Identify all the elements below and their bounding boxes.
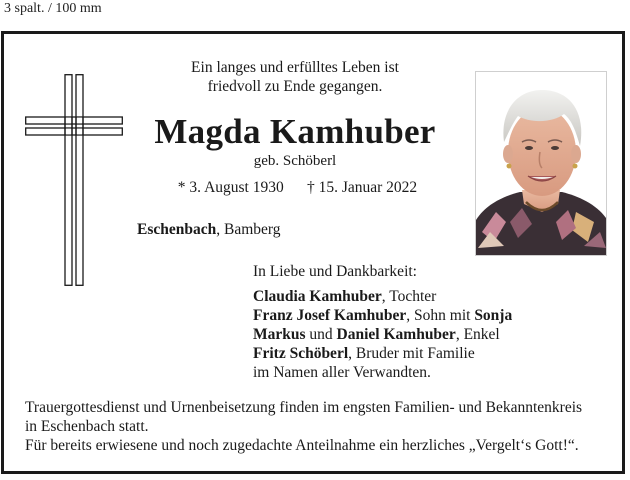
intro-line-2: friedvoll zu Ende gegangen.	[207, 78, 383, 95]
mourners-heading: In Liebe und Dankbarkeit:	[253, 263, 417, 280]
mourner-list	[253, 287, 512, 382]
residence-region: , Bamberg	[216, 221, 281, 238]
funeral-notice	[25, 398, 610, 455]
notice-line-1: Trauergottesdienst und Urnenbeisetzung finden im engsten Familien- und Bekanntenkreis	[25, 399, 583, 416]
deceased-name: Magda Kamhuber	[154, 112, 436, 151]
notice-line-2: in Eschenbach statt.	[25, 418, 149, 435]
mourner-line	[253, 344, 512, 363]
notice-line-3: Für bereits erwiesene und noch zugedachte Anteilnahme ein herzliches „Vergelt‘s Gott!“.	[25, 437, 579, 454]
mourner-relation: , Tochter	[381, 288, 437, 305]
mourner-line	[253, 363, 512, 382]
mourners-block	[253, 262, 512, 382]
mourner-line	[253, 325, 512, 344]
mourner-line	[253, 306, 512, 325]
mourner-name: Fritz Schöberl	[253, 345, 349, 362]
birth-name: geb. Schöberl	[253, 153, 337, 169]
portrait-photo	[475, 71, 607, 256]
life-dates	[150, 178, 445, 197]
mourner-relation: und	[305, 326, 337, 343]
residence	[137, 220, 281, 239]
mourner-relation: , Enkel	[455, 326, 500, 343]
mourner-name: Franz Josef Kamhuber	[253, 307, 407, 324]
residence-town: Eschenbach	[137, 221, 217, 238]
birth-date: * 3. August 1930	[177, 179, 284, 196]
mourner-name: Claudia Kamhuber	[253, 288, 382, 305]
mourner-name: Markus	[253, 326, 306, 343]
intro-line-1: Ein langes und erfülltes Leben ist	[191, 59, 399, 76]
mourner-relation: , Bruder mit Familie	[348, 345, 475, 362]
death-date: † 15. Januar 2022	[306, 179, 418, 196]
mourner-name: Sonja	[474, 307, 513, 324]
mourner-relation: , Sohn mit	[406, 307, 475, 324]
format-label: 3 spalt. / 100 mm	[4, 1, 102, 16]
intro-text	[150, 58, 440, 96]
mourner-name: Daniel Kamhuber	[336, 326, 456, 343]
mourner-line	[253, 287, 512, 306]
mourner-relation: im Namen aller Verwandten.	[253, 364, 431, 381]
cross-icon	[25, 74, 123, 286]
